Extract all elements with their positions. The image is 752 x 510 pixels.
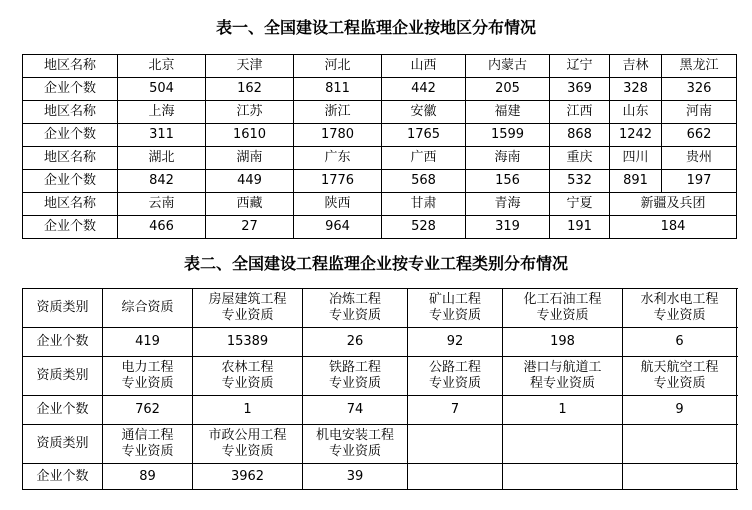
row-header-cell: 企业个数 [23, 464, 103, 490]
count-cell: 1 [503, 396, 623, 425]
table-cell: 326 [662, 78, 737, 101]
table-cell: 新疆及兵团 [610, 193, 737, 216]
category-label-line: 专业资质 [428, 308, 481, 323]
category-cell [408, 425, 503, 464]
table-row [23, 193, 737, 216]
table-row [23, 425, 737, 464]
count-cell: 92 [408, 328, 503, 357]
category-label-line: 专业资质 [221, 444, 274, 459]
category-cell [408, 357, 503, 396]
table-row [23, 170, 737, 193]
category-label-line: 机电安装工程 [315, 428, 394, 443]
table-cell: 浙江 [294, 101, 382, 124]
count-cell: 15389 [193, 328, 303, 357]
count-cell: 39 [303, 464, 408, 490]
table-cell: 吉林 [610, 55, 662, 78]
table-cell: 甘肃 [382, 193, 466, 216]
table-cell: 156 [466, 170, 550, 193]
category-cell [503, 425, 623, 464]
table-cell: 天津 [206, 55, 294, 78]
table-cell: 27 [206, 216, 294, 239]
category-label-line: 专业资质 [328, 308, 381, 323]
region-distribution-table [22, 54, 737, 239]
table-row [23, 357, 737, 396]
table-cell: 四川 [610, 147, 662, 170]
table-cell: 湖北 [118, 147, 206, 170]
table-row [23, 78, 737, 101]
table-cell: 重庆 [550, 147, 610, 170]
table-row [23, 464, 737, 490]
table-cell: 宁夏 [550, 193, 610, 216]
table-cell: 安徽 [382, 101, 466, 124]
table-cell: 广东 [294, 147, 382, 170]
table-cell: 197 [662, 170, 737, 193]
table-cell: 1776 [294, 170, 382, 193]
table-cell: 369 [550, 78, 610, 101]
category-cell [103, 357, 193, 396]
category-cell [408, 289, 503, 328]
table-row [23, 101, 737, 124]
count-cell: 198 [503, 328, 623, 357]
table-cell: 1242 [610, 124, 662, 147]
category-label-line: 程专业资质 [529, 376, 595, 391]
category-label-line: 市政公用工程 [208, 428, 287, 443]
table-cell: 528 [382, 216, 466, 239]
count-cell: 89 [103, 464, 193, 490]
category-label-line: 农林工程 [221, 360, 274, 375]
category-label-line: 冶炼工程 [328, 292, 381, 307]
count-cell: 26 [303, 328, 408, 357]
table-cell: 162 [206, 78, 294, 101]
table-row [23, 124, 737, 147]
table-cell: 山西 [382, 55, 466, 78]
table-cell: 海南 [466, 147, 550, 170]
table-cell: 662 [662, 124, 737, 147]
table-cell: 504 [118, 78, 206, 101]
count-cell: 3962 [193, 464, 303, 490]
row-header-cell: 资质类别 [23, 289, 103, 328]
table-row [23, 147, 737, 170]
category-label-line: 专业资质 [221, 308, 274, 323]
table-cell: 云南 [118, 193, 206, 216]
table-cell: 陕西 [294, 193, 382, 216]
row-header-cell: 资质类别 [23, 357, 103, 396]
table-row [23, 328, 737, 357]
table1-title: 表一、全国建设工程监理企业按地区分布情况 [215, 18, 536, 37]
table-cell: 河南 [662, 101, 737, 124]
table-cell: 广西 [382, 147, 466, 170]
category-label-line: 水利水电工程 [640, 292, 719, 307]
count-cell: 7 [408, 396, 503, 425]
table-cell: 811 [294, 78, 382, 101]
table-cell: 842 [118, 170, 206, 193]
count-cell [503, 464, 623, 490]
category-label-line: 专业资质 [328, 444, 381, 459]
table-cell: 贵州 [662, 147, 737, 170]
table-cell: 内蒙古 [466, 55, 550, 78]
table-row [23, 289, 737, 328]
count-cell: 6 [623, 328, 737, 357]
category-label-line: 房屋建筑工程 [208, 292, 287, 307]
table-cell: 黑龙江 [662, 55, 737, 78]
category-cell [303, 289, 408, 328]
category-cell [503, 289, 623, 328]
table-cell: 北京 [118, 55, 206, 78]
category-cell [503, 357, 623, 396]
category-label-line: 电力工程 [121, 360, 174, 375]
table-cell: 山东 [610, 101, 662, 124]
category-label-line: 化工石油工程 [523, 292, 602, 307]
row-header-cell: 企业个数 [23, 78, 118, 101]
category-label-line: 专业资质 [121, 444, 174, 459]
table-row [23, 55, 737, 78]
table-cell: 1610 [206, 124, 294, 147]
table-cell: 328 [610, 78, 662, 101]
category-label-line: 专业资质 [653, 308, 706, 323]
table-cell: 湖南 [206, 147, 294, 170]
table-cell: 891 [610, 170, 662, 193]
table-cell: 1599 [466, 124, 550, 147]
table-cell: 福建 [466, 101, 550, 124]
table-cell: 311 [118, 124, 206, 147]
row-header-cell: 地区名称 [23, 55, 118, 78]
category-label-line: 通信工程 [121, 428, 174, 443]
table-row [23, 396, 737, 425]
category-label-line: 专业资质 [653, 376, 706, 391]
category-label-line: 铁路工程 [328, 360, 381, 375]
count-cell: 74 [303, 396, 408, 425]
category-label-line: 综合资质 [121, 300, 174, 315]
category-cell [623, 425, 737, 464]
table-cell: 868 [550, 124, 610, 147]
category-label-line: 专业资质 [536, 308, 589, 323]
category-cell [623, 289, 737, 328]
row-header-cell: 企业个数 [23, 328, 103, 357]
row-header-cell: 地区名称 [23, 193, 118, 216]
table-cell: 568 [382, 170, 466, 193]
table-cell: 上海 [118, 101, 206, 124]
category-cell [103, 425, 193, 464]
category-cell [193, 289, 303, 328]
count-cell: 1 [193, 396, 303, 425]
row-header-cell: 地区名称 [23, 101, 118, 124]
table-cell: 青海 [466, 193, 550, 216]
category-label-line: 专业资质 [221, 376, 274, 391]
row-header-cell: 企业个数 [23, 170, 118, 193]
table-cell: 1780 [294, 124, 382, 147]
row-header-cell: 资质类别 [23, 425, 103, 464]
table-cell: 191 [550, 216, 610, 239]
table-cell: 西藏 [206, 193, 294, 216]
category-cell [103, 289, 193, 328]
category-label-line: 矿山工程 [428, 292, 481, 307]
row-header-cell: 企业个数 [23, 124, 118, 147]
count-cell: 9 [623, 396, 737, 425]
category-label-line: 航天航空工程 [640, 360, 719, 375]
table-cell: 449 [206, 170, 294, 193]
category-label-line: 公路工程 [428, 360, 481, 375]
count-cell: 762 [103, 396, 193, 425]
table-cell: 江苏 [206, 101, 294, 124]
category-label-line: 专业资质 [328, 376, 381, 391]
category-label-line: 专业资质 [428, 376, 481, 391]
row-header-cell: 企业个数 [23, 396, 103, 425]
count-cell: 419 [103, 328, 193, 357]
table-cell: 江西 [550, 101, 610, 124]
table-cell: 1765 [382, 124, 466, 147]
table-cell: 466 [118, 216, 206, 239]
table-cell: 319 [466, 216, 550, 239]
category-cell [623, 357, 737, 396]
table-cell: 辽宁 [550, 55, 610, 78]
table-cell: 532 [550, 170, 610, 193]
count-cell [408, 464, 503, 490]
table-cell: 205 [466, 78, 550, 101]
table-cell: 442 [382, 78, 466, 101]
category-cell [303, 357, 408, 396]
row-header-cell: 企业个数 [23, 216, 118, 239]
row-header-cell: 地区名称 [23, 147, 118, 170]
table2-title: 表二、全国建设工程监理企业按专业工程类别分布情况 [183, 254, 568, 273]
category-label-line: 专业资质 [121, 376, 174, 391]
table-row [23, 216, 737, 239]
category-cell [193, 357, 303, 396]
category-cell [303, 425, 408, 464]
table-cell: 184 [610, 216, 737, 239]
count-cell [623, 464, 737, 490]
category-distribution-table [22, 288, 737, 490]
category-cell [193, 425, 303, 464]
table-cell: 河北 [294, 55, 382, 78]
table-cell: 964 [294, 216, 382, 239]
category-label-line: 港口与航道工 [523, 360, 602, 375]
